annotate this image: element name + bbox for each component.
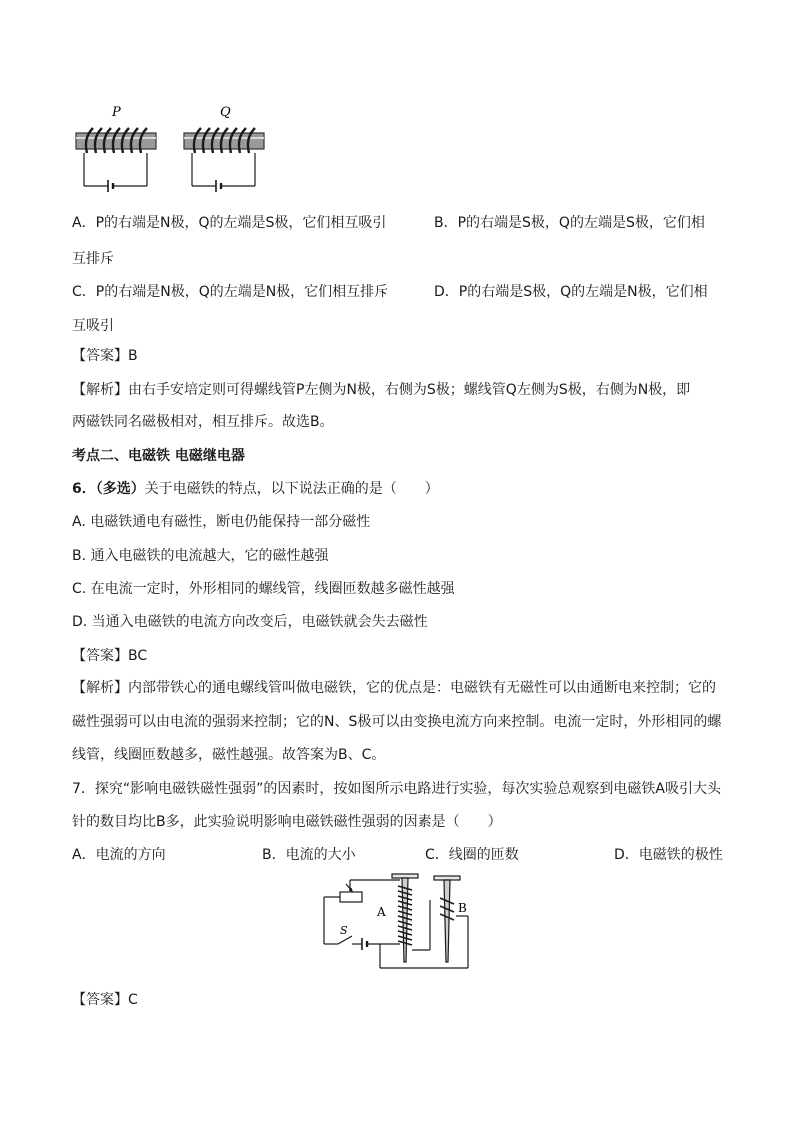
- q5-option-d-wrap: 互吸引: [72, 318, 114, 334]
- q7-answer: 【答案】C: [72, 992, 138, 1008]
- q6-option-b: B. 通入电磁铁的电流越大，它的磁性越强: [72, 548, 329, 564]
- electromagnet-circuit-figure: [318, 870, 478, 974]
- q6-number: 6．: [72, 481, 96, 497]
- q6-stem: [72, 479, 439, 499]
- q7-option-b: B．电流的大小: [262, 847, 356, 863]
- q7-option-d: D．电磁铁的极性: [614, 847, 723, 863]
- q6-analysis-line1: 【解析】内部带铁心的通电螺线管叫做电磁铁，它的优点是：电磁铁有无磁性可以由通断电来控制；它的: [72, 680, 716, 696]
- q6-option-c: C. 在电流一定时，外形相同的螺线管，线圈匝数越多磁性越强: [72, 581, 455, 597]
- q6-answer: 【答案】BC: [72, 648, 148, 664]
- electromagnet-a-label: A: [377, 905, 386, 919]
- q6-analysis-line3: 线管，线圈匝数越多，磁性越强。故答案为B、C。: [72, 747, 386, 763]
- solenoid-q-label: Q: [220, 105, 231, 120]
- q7-stem-line2: 针的数目均比B多，此实验说明影响电磁铁磁性强弱的因素是（ ）: [72, 814, 502, 830]
- q5-analysis-line2: 两磁铁同名磁极相对，相互排斥。故选B。: [72, 414, 334, 430]
- q5-analysis-line1: 【解析】由右手安培定则可得螺线管P左侧为N极，右侧为S极；螺线管Q左侧为S极，右侧为N极，即: [72, 382, 691, 398]
- q6-option-a: A. 电磁铁通电有磁性，断电仍能保持一部分磁性: [72, 514, 371, 530]
- q5-option-c: C．P的右端是N极，Q的左端是N极，它们相互排斥: [72, 284, 389, 300]
- q6-analysis-line2: 磁性强弱可以由电流的强弱来控制；它的N、S极可以由变换电流方向来控制。电流一定时，外形相同的螺: [72, 714, 722, 730]
- q6-stem-text: 关于电磁铁的特点，以下说法正确的是（ ）: [144, 481, 439, 497]
- solenoids-figure: [72, 100, 272, 196]
- switch-label: S: [340, 924, 348, 937]
- q5-option-d: D．P的右端是S极，Q的左端是N极，它们相: [434, 284, 708, 300]
- solenoid-p-label: P: [112, 105, 121, 120]
- q5-option-b-wrap: 互排斥: [72, 251, 114, 267]
- q7-option-c: C．线圈的匝数: [425, 847, 519, 863]
- q7-option-a: A．电流的方向: [72, 847, 166, 863]
- q5-option-b: B．P的右端是S极，Q的左端是S极，它们相: [434, 215, 705, 231]
- q7-stem-line1: 7．探究“影响电磁铁磁性强弱”的因素时，按如图所示电路进行实验，每次实验总观察到电磁铁A吸引大头: [72, 781, 721, 797]
- electromagnet-b-label: B: [458, 901, 467, 915]
- q5-answer: 【答案】B: [72, 348, 138, 364]
- q6-option-d: D. 当通入电磁铁的电流方向改变后，电磁铁就会失去磁性: [72, 614, 428, 630]
- q5-option-a: A．P的右端是N极，Q的左端是S极，它们相互吸引: [72, 215, 387, 231]
- q6-tag: （多选）: [95, 481, 145, 497]
- section-title: 考点二、电磁铁 电磁继电器: [72, 448, 245, 464]
